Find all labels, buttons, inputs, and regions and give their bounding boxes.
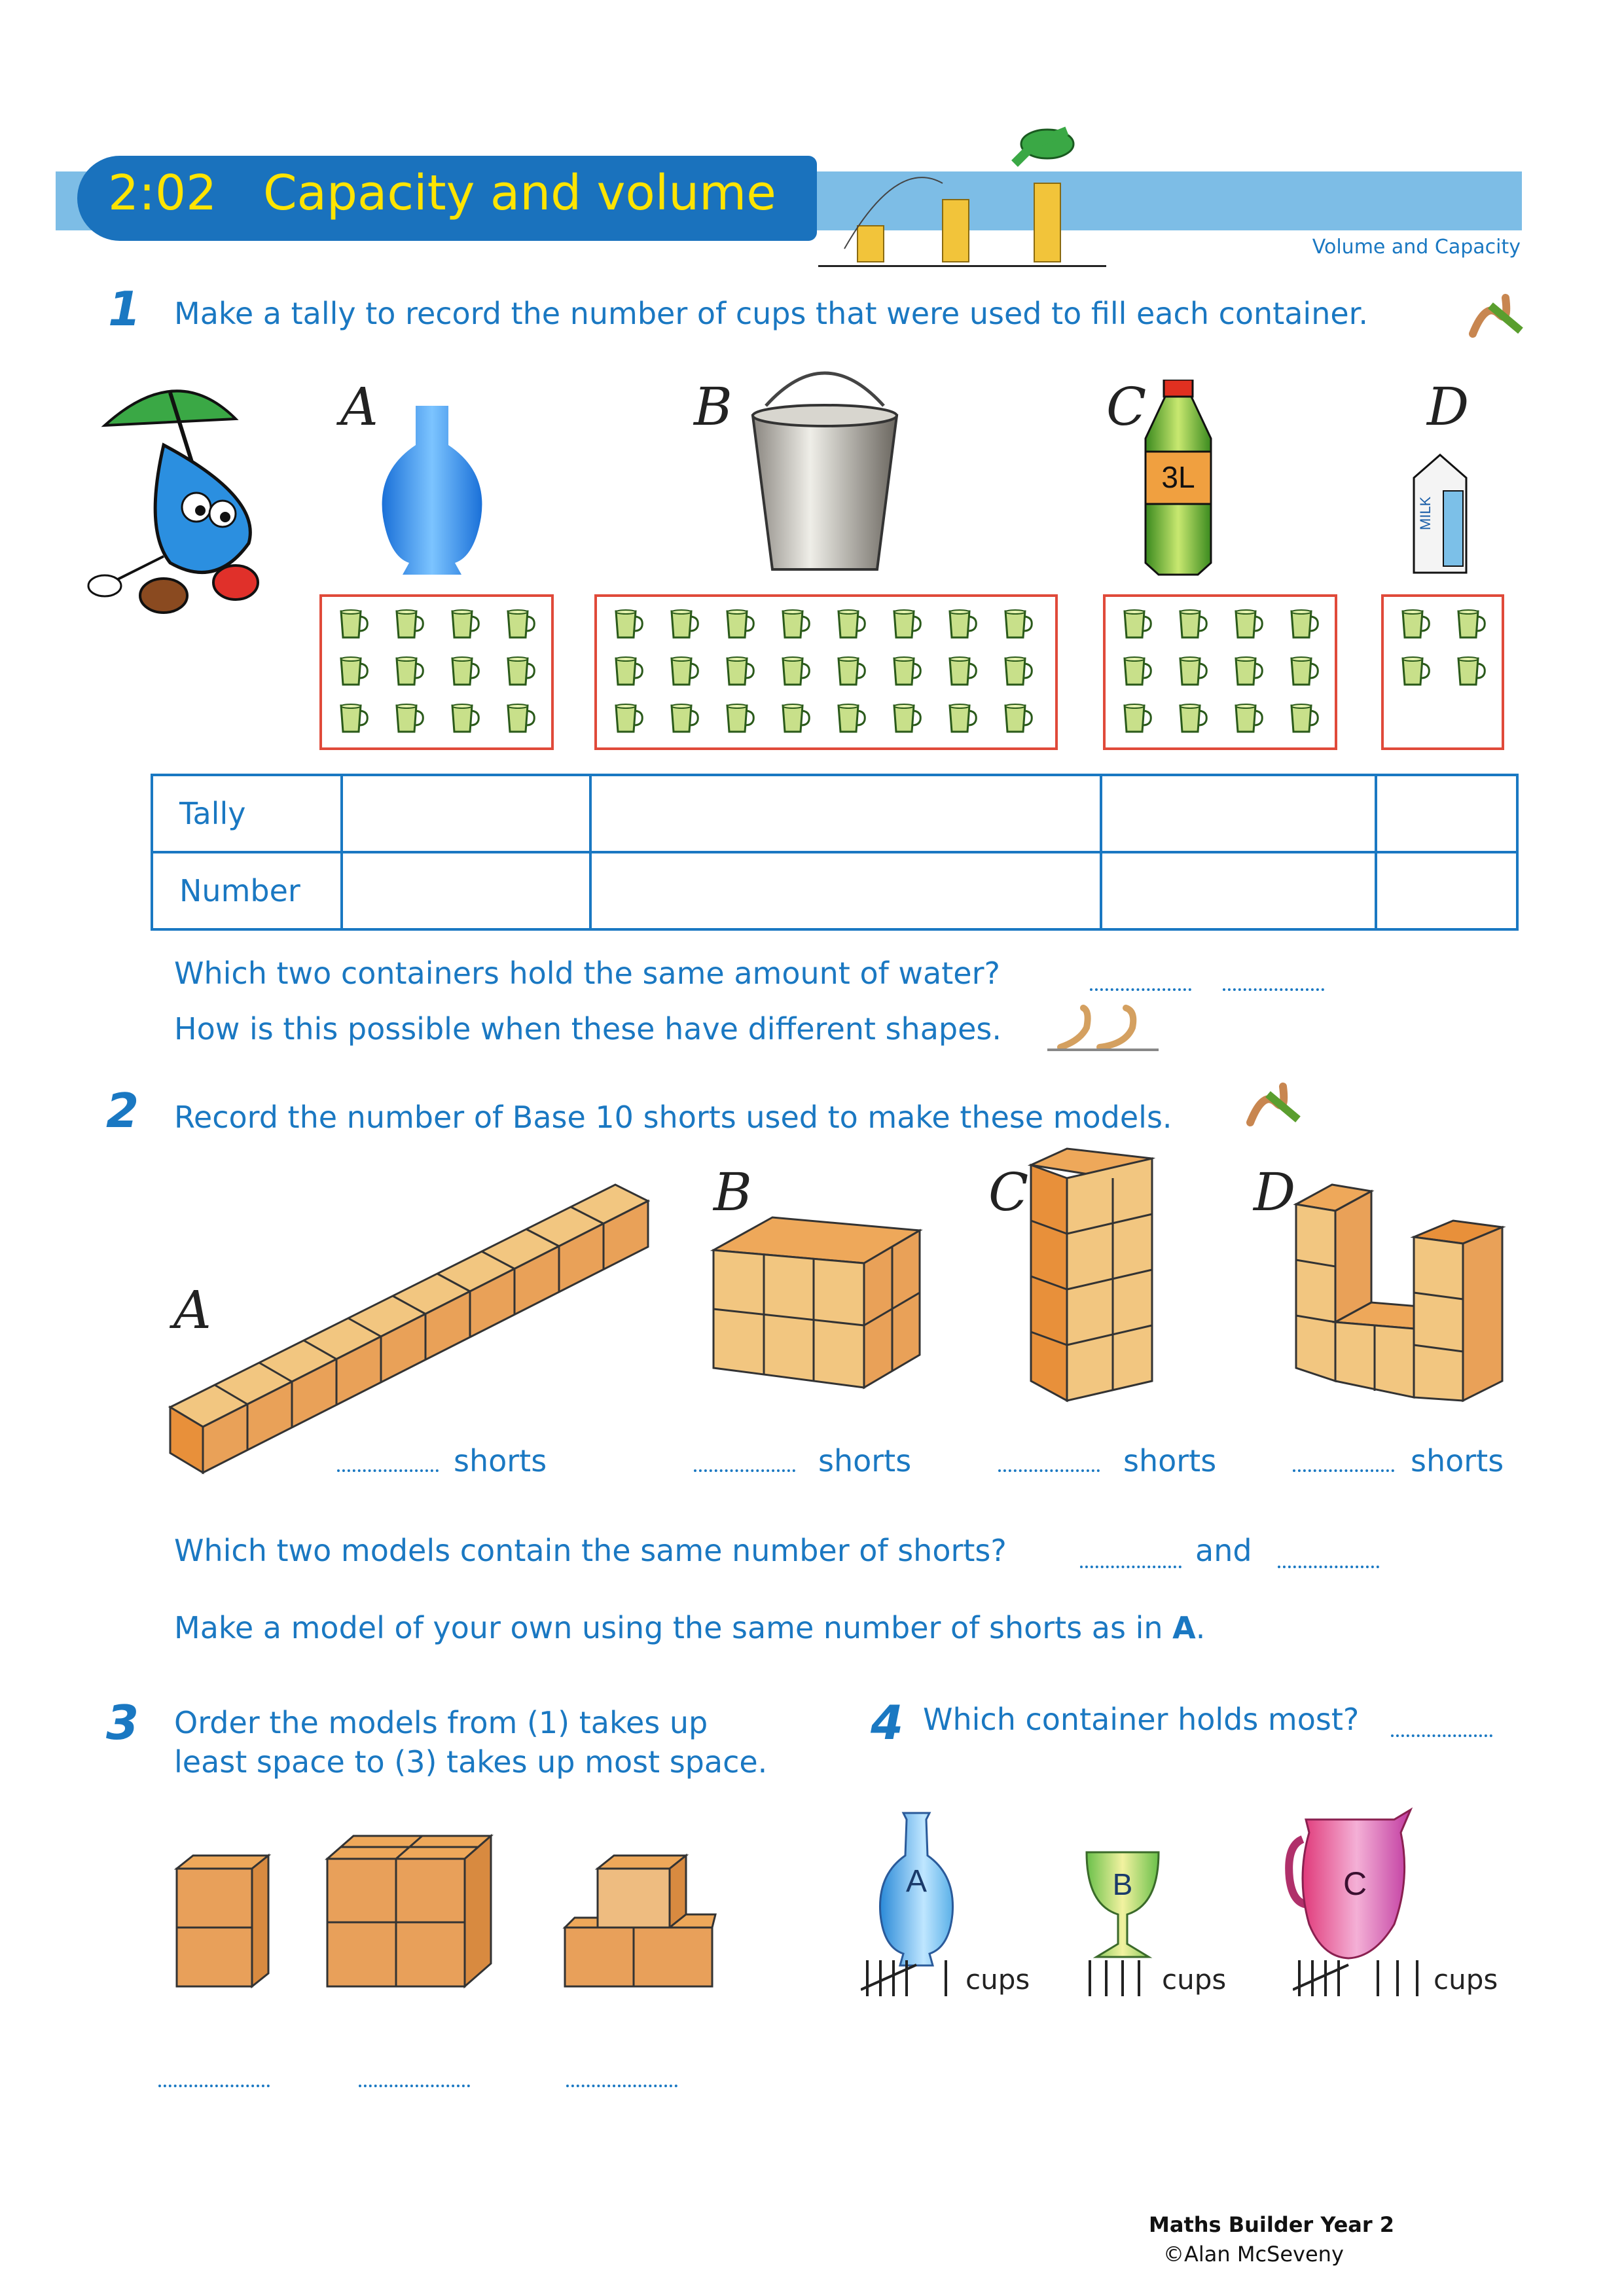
- cup-icon: [1398, 607, 1432, 641]
- cup-icon: [447, 702, 481, 736]
- tally-cell-d[interactable]: [1376, 775, 1517, 852]
- question-4-text: Which container holds most?: [923, 1702, 1360, 1737]
- tally-marks-b: [1083, 1957, 1155, 2003]
- model-letter-d: D: [1254, 1162, 1296, 1223]
- cup-icon: [778, 702, 812, 736]
- milk-carton-icon: [1407, 452, 1473, 576]
- pencil-worm-icon: [1460, 288, 1525, 347]
- cup-icon: [1119, 607, 1153, 641]
- glass-b-letter: B: [1112, 1867, 1133, 1901]
- topic-label: Volume and Capacity: [1312, 236, 1521, 259]
- shorts-label-c: shorts: [1123, 1443, 1217, 1479]
- footer-book-title: Maths Builder Year 2: [1149, 2212, 1395, 2237]
- cup-icon: [503, 655, 537, 689]
- question-2-text: Record the number of Base 10 shorts used to make these models.: [174, 1100, 1172, 1135]
- cup-icon: [1453, 607, 1487, 641]
- container-letter-b: B: [694, 376, 732, 437]
- cup-icon: [503, 702, 537, 736]
- bottle-label: 3L: [1161, 460, 1195, 494]
- cup-icon: [611, 655, 645, 689]
- q4-jug-c: [1283, 1806, 1414, 1964]
- cup-icon: [722, 702, 756, 736]
- vase-a-letter: A: [905, 1864, 928, 1899]
- question-3-text-line2: least space to (3) takes up most space.: [174, 1744, 768, 1780]
- cup-icon: [1286, 702, 1320, 736]
- cup-icon: [611, 607, 645, 641]
- cup-icon: [1453, 655, 1487, 689]
- cup-icon: [945, 655, 979, 689]
- model-c-tower: [1028, 1145, 1159, 1407]
- thinking-worms-icon: [1047, 1001, 1165, 1054]
- answer-blank-1a-first[interactable]: [1090, 988, 1191, 991]
- answer-blank-model-a[interactable]: [337, 1469, 439, 1472]
- cup-icon: [833, 607, 867, 641]
- pencil-worm-icon: [1237, 1077, 1303, 1136]
- tally-table: [151, 774, 1519, 931]
- cup-icon: [1398, 655, 1432, 689]
- question-3-number: 3: [106, 1695, 139, 1750]
- cup-icon: [336, 702, 370, 736]
- tally-cell-a[interactable]: [342, 775, 590, 852]
- model-a-rod: [164, 1145, 661, 1486]
- vase-icon: [376, 406, 488, 576]
- tally-marks-c: [1293, 1957, 1443, 2003]
- question-1-number: 1: [108, 281, 141, 336]
- answer-blank-2a-first[interactable]: [1080, 1566, 1182, 1568]
- cup-box-b: [594, 594, 1058, 750]
- question-4-number: 4: [871, 1695, 904, 1750]
- cup-icon: [889, 655, 923, 689]
- question-2b-text: Make a model of your own using the same number of shorts as in A.: [174, 1610, 1206, 1645]
- cup-icon: [391, 702, 425, 736]
- cup-icon: [391, 655, 425, 689]
- container-letter-c: C: [1106, 376, 1147, 437]
- cup-icon: [889, 702, 923, 736]
- answer-blank-q3-2[interactable]: [359, 2085, 470, 2087]
- number-cell-c[interactable]: [1101, 852, 1376, 929]
- model-letter-a: A: [173, 1280, 211, 1340]
- question-1b-text: How is this possible when these have different shapes.: [174, 1011, 1001, 1047]
- question-1a-text: Which two containers hold the same amount of water?: [174, 956, 1000, 991]
- tally-marks-a: [861, 1957, 965, 2003]
- cup-icon: [611, 702, 645, 736]
- container-letter-d: D: [1427, 376, 1470, 437]
- cup-icon: [722, 655, 756, 689]
- row-label-number: Number: [152, 852, 342, 929]
- q4-vase-a: [874, 1810, 959, 1967]
- cup-icon: [1231, 702, 1265, 736]
- cup-icon: [666, 607, 700, 641]
- milk-label: MILK: [1417, 496, 1434, 530]
- cup-icon: [945, 702, 979, 736]
- cup-icon: [1175, 655, 1209, 689]
- water-drop-mascot-icon: [65, 367, 301, 648]
- cups-label-b: cups: [1162, 1964, 1227, 1996]
- answer-blank-model-c[interactable]: [998, 1469, 1100, 1472]
- number-cell-b[interactable]: [590, 852, 1101, 929]
- cup-icon: [833, 655, 867, 689]
- model-letter-c: C: [988, 1162, 1029, 1223]
- cup-icon: [1000, 655, 1034, 689]
- cup-icon: [666, 702, 700, 736]
- cup-icon: [666, 655, 700, 689]
- cup-icon: [1119, 702, 1153, 736]
- footer-copyright: ©Alan McSeveny: [1163, 2242, 1344, 2267]
- shorts-label-a: shorts: [454, 1443, 547, 1479]
- cup-icon: [447, 655, 481, 689]
- cup-icon: [1286, 655, 1320, 689]
- bottle-icon: [1132, 380, 1224, 576]
- cup-icon: [945, 607, 979, 641]
- q4-glass-b: [1080, 1846, 1165, 1964]
- cup-icon: [889, 607, 923, 641]
- question-2-number: 2: [106, 1083, 139, 1138]
- cup-icon: [1231, 607, 1265, 641]
- section-code: 2:02: [108, 165, 217, 221]
- cups-label-a: cups: [965, 1964, 1030, 1996]
- and-label: and: [1195, 1533, 1252, 1568]
- table-row: [152, 775, 1517, 852]
- cup-icon: [447, 607, 481, 641]
- cup-icon: [391, 607, 425, 641]
- model-letter-b: B: [713, 1162, 752, 1223]
- cup-icon: [336, 607, 370, 641]
- answer-blank-q3-1[interactable]: [158, 2085, 270, 2087]
- question-3-text-line1: Order the models from (1) takes up: [174, 1705, 708, 1740]
- cup-icon: [1175, 607, 1209, 641]
- cup-icon: [1000, 702, 1034, 736]
- cup-icon: [833, 702, 867, 736]
- cup-icon: [1000, 607, 1034, 641]
- table-row: [152, 852, 1517, 929]
- answer-blank-model-d[interactable]: [1293, 1469, 1394, 1472]
- answer-blank-q3-3[interactable]: [566, 2085, 677, 2087]
- tally-cell-b[interactable]: [590, 775, 1101, 852]
- shorts-label-d: shorts: [1411, 1443, 1504, 1479]
- cup-icon: [1175, 702, 1209, 736]
- q3-model-2: [324, 1833, 494, 1990]
- frog-coins-icon: [818, 118, 1119, 275]
- q3-model-3: [562, 1852, 719, 1990]
- cups-label-c: cups: [1434, 1964, 1498, 1996]
- cup-icon: [778, 655, 812, 689]
- cup-icon: [1119, 655, 1153, 689]
- cup-icon: [336, 655, 370, 689]
- question-2a-text: Which two models contain the same number of shorts?: [174, 1533, 1007, 1568]
- answer-blank-2a-second[interactable]: [1278, 1566, 1379, 1568]
- bucket-icon: [746, 367, 903, 576]
- cup-icon: [778, 607, 812, 641]
- answer-blank-model-b[interactable]: [694, 1469, 795, 1472]
- answer-blank-1a-second[interactable]: [1223, 988, 1324, 991]
- cup-icon: [503, 607, 537, 641]
- shorts-label-b: shorts: [818, 1443, 912, 1479]
- model-d-ushape: [1293, 1165, 1509, 1407]
- answer-blank-q4[interactable]: [1391, 1734, 1492, 1737]
- number-cell-d[interactable]: [1376, 852, 1517, 929]
- cup-icon: [1286, 607, 1320, 641]
- container-letter-a: A: [340, 376, 378, 437]
- model-b-block: [710, 1211, 933, 1394]
- cup-icon: [722, 607, 756, 641]
- page-title: Capacity and volume: [263, 165, 776, 221]
- number-cell-a[interactable]: [342, 852, 590, 929]
- tally-cell-c[interactable]: [1101, 775, 1376, 852]
- row-label-tally: Tally: [152, 775, 342, 852]
- q3-model-1: [173, 1852, 272, 1990]
- question-1-text: Make a tally to record the number of cups that were used to fill each container.: [174, 296, 1368, 331]
- cup-icon: [1231, 655, 1265, 689]
- jug-c-letter: C: [1343, 1865, 1367, 1902]
